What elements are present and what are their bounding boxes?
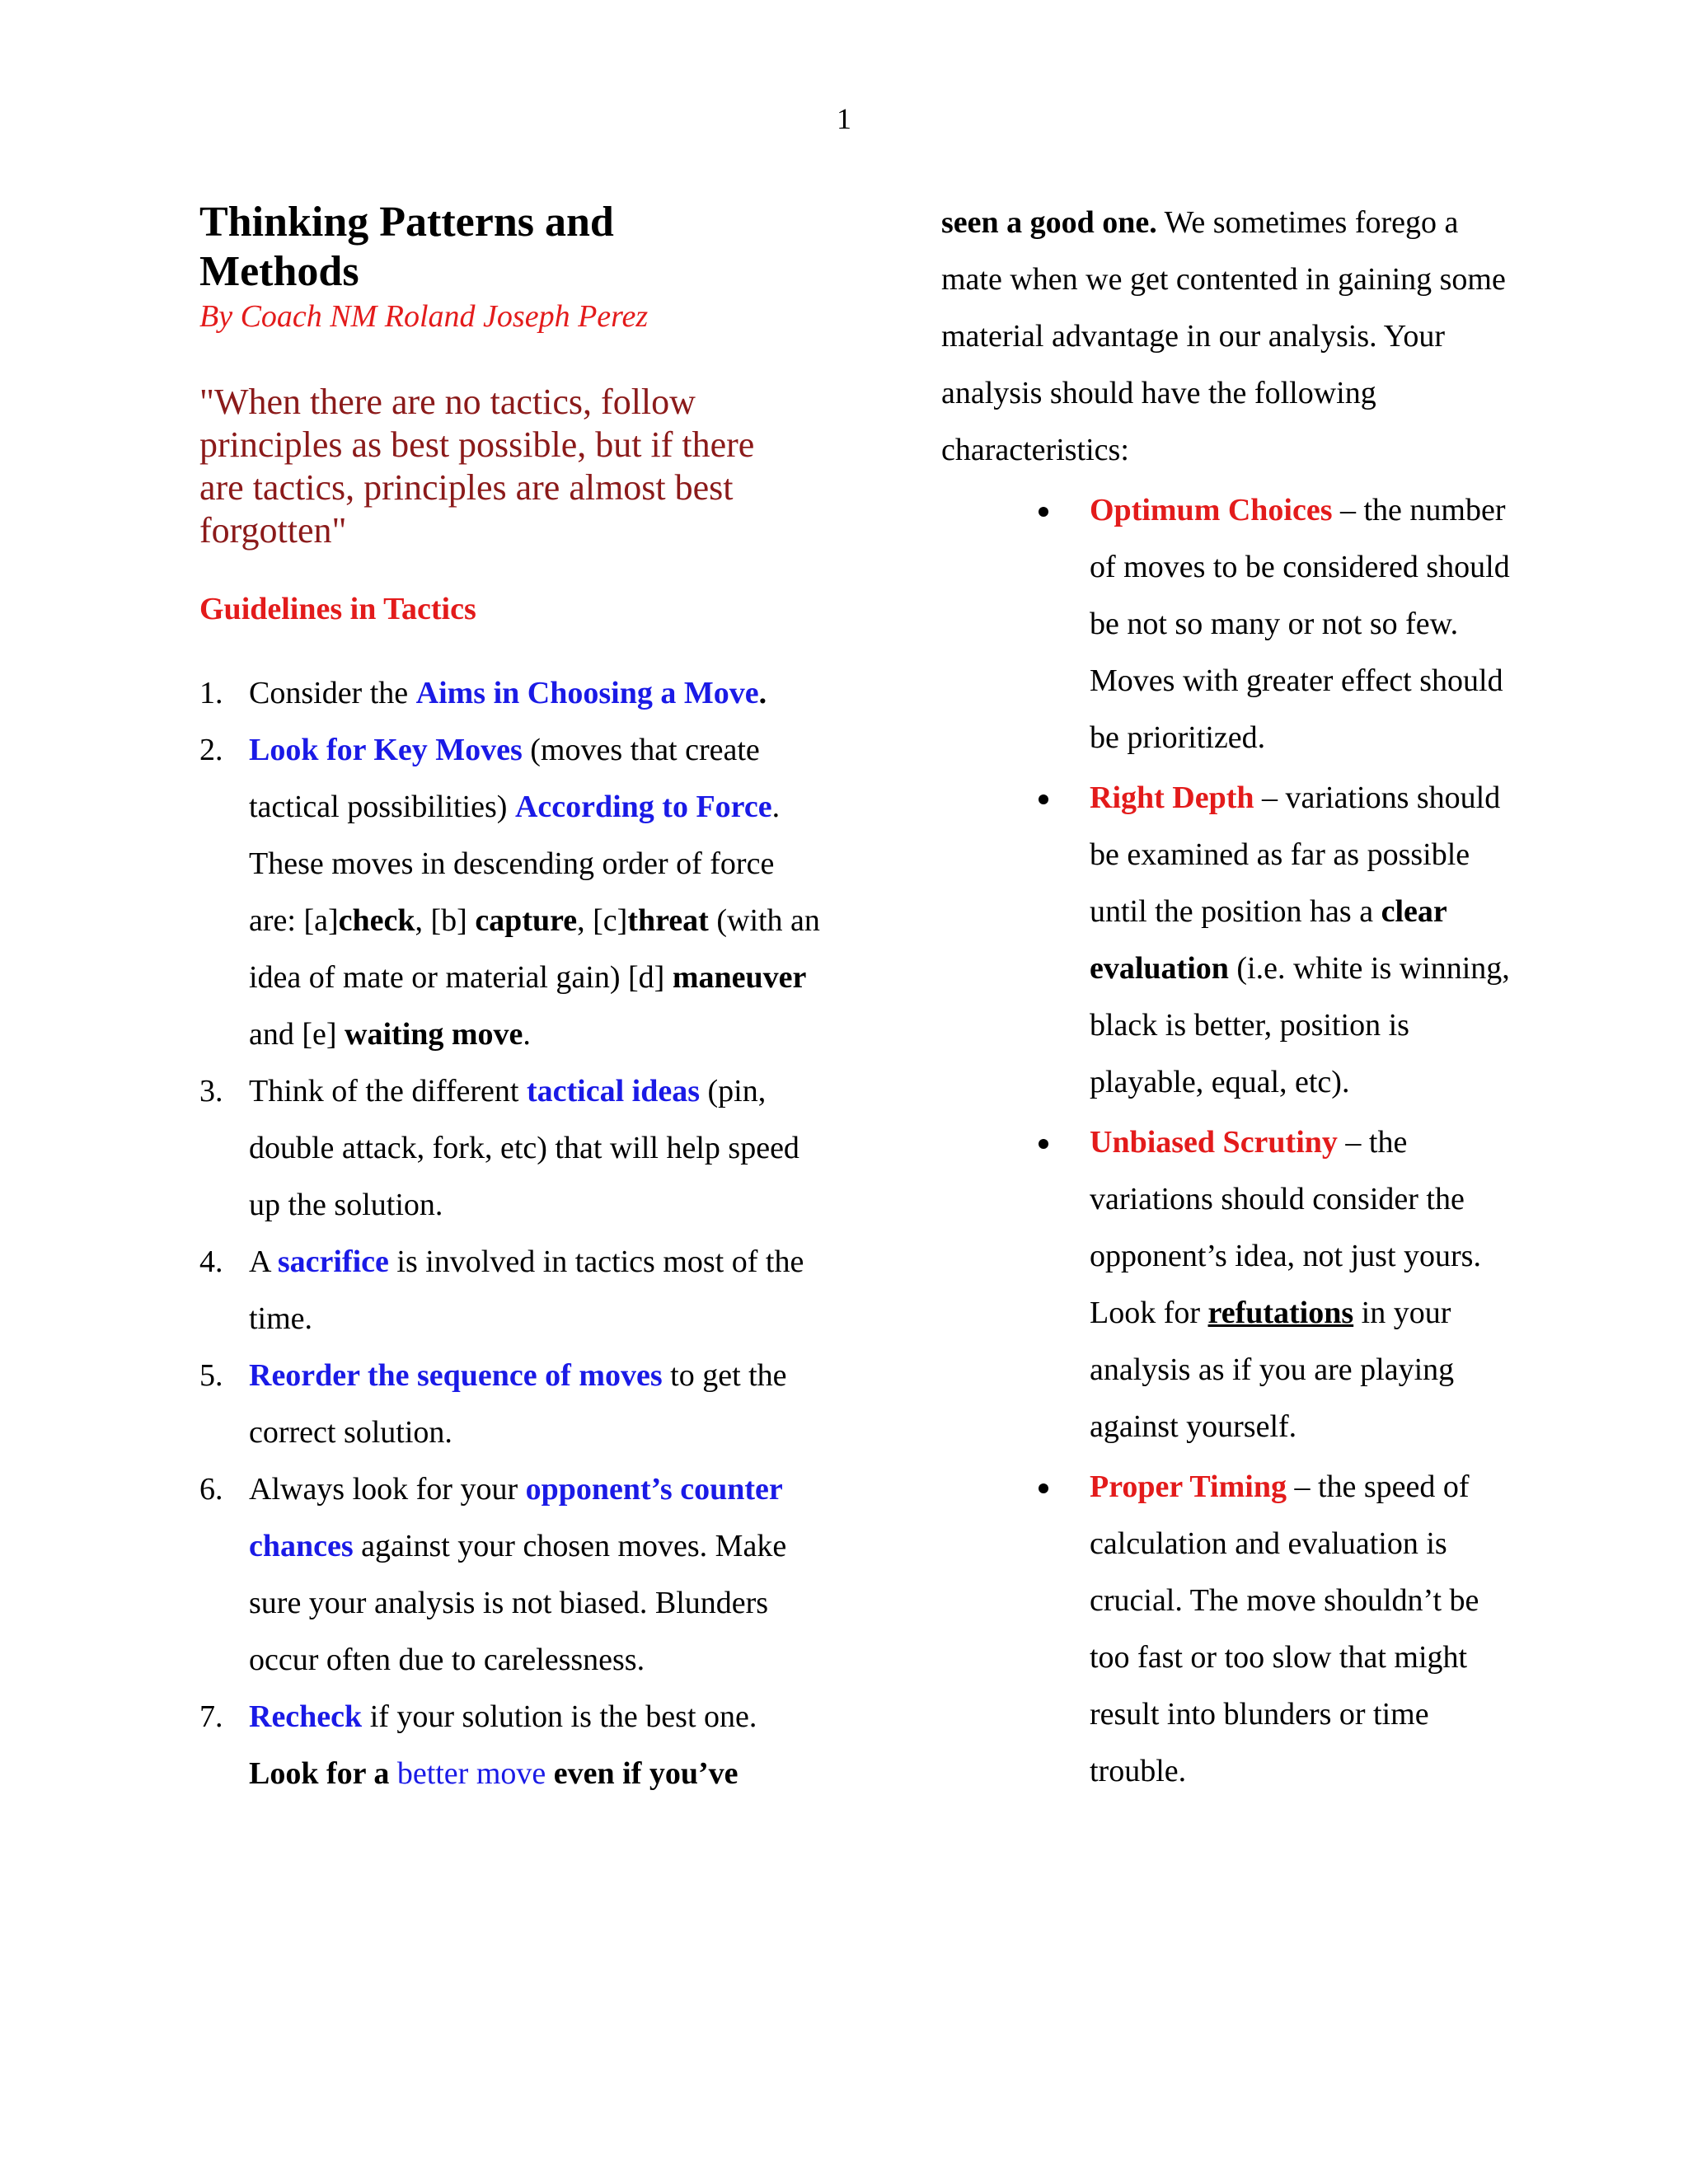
item-text: . [758,676,767,710]
characteristics-list [941,482,1518,1800]
title-line-1: Thinking Patterns and [199,199,614,246]
key-term: Look for Key Moves [249,733,523,767]
item-text: – the speed of calculation and evaluation is crucial. The move shouldn’t be too fast or too slow that might result into blunders or time trouble. [1090,1469,1479,1788]
key-term: opponent’s counter chances [249,1472,783,1563]
key-term: According to Force [514,790,772,824]
page-number: 1 [837,102,851,135]
list-number: 7. [199,1699,223,1734]
item-text: . These moves in descending order of force are: [a] [249,790,781,938]
item-text: (moves that create tactical possibilities) [249,733,760,824]
key-term: sacrifice [277,1244,389,1279]
quote: "When there are no tactics, follow principles as best possible, but if there are tactics, principles are almost best forgotten" [199,382,755,551]
bullet-item [941,482,1518,766]
key-term: Reorder the sequence of moves [249,1358,663,1393]
key-term: tactical ideas [526,1074,700,1108]
guidelines-list [199,665,826,1802]
item-text: (with an idea of mate or material gain) [d] [249,903,820,995]
byline: By Coach NM Roland Joseph Perez [199,299,649,334]
list-item [199,1689,826,1802]
item-text: . [523,1017,531,1052]
item-text: (pin, double attack, fork, etc) that will help speed up the solution. [249,1074,799,1222]
list-number: 5. [199,1358,223,1393]
bold-term: check [338,903,415,938]
item-text: A [249,1244,278,1279]
list-item [199,1234,826,1347]
item-text: in your analysis as if you are playing against yourself. [1090,1296,1455,1444]
item-text: and [e] [249,1017,345,1052]
item-text: , [c] [577,903,628,938]
document-title [199,198,826,297]
bullet-icon [1039,1483,1048,1493]
list-item [199,1347,826,1461]
key-term: Recheck [249,1699,363,1734]
item-text: against your chosen moves. Make sure your analysis is not biased. Blunders occur often due to carelessness. [249,1529,787,1677]
item-text: – variations should be examined as far as possible until the position has a [1090,780,1501,929]
item-text: – the number of moves to be considered should be not so many or not so few. Moves with greater effect should be prioritized. [1090,493,1510,755]
bullet-icon [1039,794,1048,804]
item-text: is involved in tactics most of the time. [249,1244,804,1336]
section-heading: Guidelines in Tactics [199,592,476,626]
bullet-item [941,1114,1518,1455]
item-text: – the variations should consider the opponent’s idea, not just yours. Look for [1090,1125,1481,1330]
item-text: Consider the [249,676,416,710]
list-number: 4. [199,1244,223,1279]
item-text: Think of the different [249,1074,527,1108]
bold-term: capture [475,903,578,938]
characteristic-name: Unbiased Scrutiny [1090,1125,1338,1160]
list-item [199,722,826,1063]
bold-term: clear evaluation [1090,894,1447,986]
item-text: Always look for your [249,1472,526,1507]
bold-term: refutations [1207,1296,1354,1330]
bullet-item [941,1459,1518,1800]
list-number: 6. [199,1472,223,1507]
list-item [199,1461,826,1689]
left-column [199,198,826,1802]
bold-term: Look for a [249,1756,397,1791]
right-column [941,194,1518,1800]
title-line-2: Methods [199,248,359,295]
bullet-icon [1039,507,1048,517]
characteristic-name: Optimum Choices [1090,493,1333,527]
right-intro-paragraph [941,194,1518,479]
item-text: , [b] [415,903,476,938]
characteristic-name: Right Depth [1090,780,1254,815]
bold-term: maneuver [672,960,807,995]
list-number: 3. [199,1074,223,1108]
bold-term: seen a good one. [941,205,1157,240]
bullet-icon [1039,1139,1048,1149]
paragraph-text: We sometimes forego a mate when we get contented in gaining some material advantage in our analysis. Your analysis should have the following characteristics: [941,205,1506,467]
item-text: (i.e. white is winning, black is better, position is playable, equal, etc). [1090,951,1510,1099]
list-item [199,1063,826,1234]
bold-term: even if you’ve [546,1756,738,1791]
item-text: if your solution is the best one. [362,1699,757,1734]
item-text: to get the correct solution. [249,1358,787,1450]
bullet-item [941,770,1518,1111]
list-number: 1. [199,676,223,710]
key-term: Aims in Choosing a Move [415,676,759,710]
list-item [199,665,826,722]
list-number: 2. [199,733,223,767]
bold-term: threat [627,903,709,938]
characteristic-name: Proper Timing [1090,1469,1287,1504]
key-term: better move [396,1756,546,1791]
bold-term: waiting move [345,1017,523,1052]
